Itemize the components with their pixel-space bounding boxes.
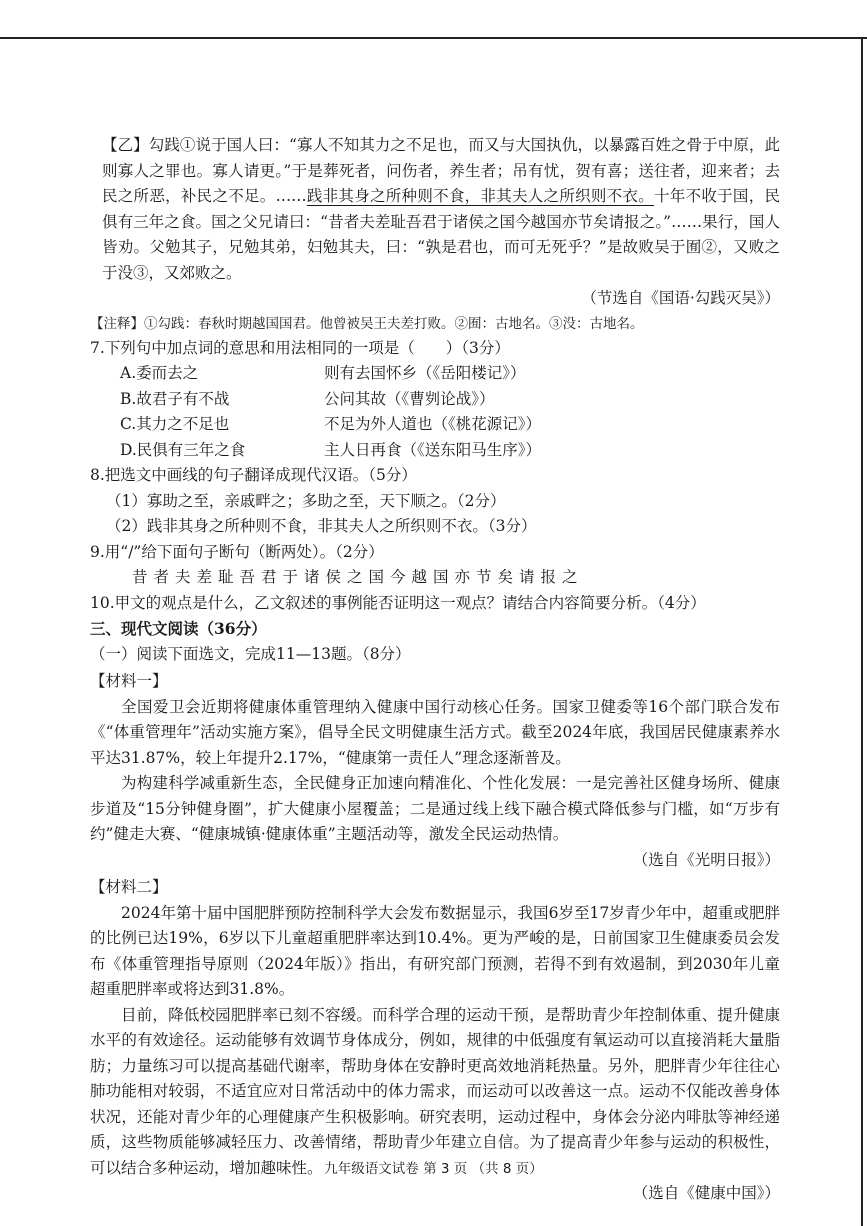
exam-page [90,133,780,1207]
q8-stem: 8.把选文中画线的句子翻译成现代汉语。（5分） [90,466,417,484]
page-border-top [0,37,867,39]
page-border-right [861,37,863,1226]
question-7 [90,336,780,464]
q7-option-a-right: 则有去国怀乡（《岳阳楼记》） [324,364,526,382]
material-1-para-1: 全国爱卫会近期将健康体重管理纳入健康中国行动核心任务。国家卫健委等16个部门联合发布《“体重管理年”活动实施方案》，倡导全民文明健康生活方式。截至2024年底，我国居民健康素养水平达31.87%，较上年提升2.17%，“健康第一责任人”理念逐渐普及。 [90,697,780,767]
section-3-subtitle: （一）阅读下面选文，完成11—13题。（8分） [90,644,411,663]
q9-stem: 9.用“/”给下面句子断句（断两处）。（2分） [90,542,384,561]
q7-option-a [120,361,780,387]
material-1 [90,669,780,873]
material-2-source: （选自《健康中国》） [632,1184,780,1202]
q7-options [90,361,780,463]
material-2-label: 【材料二】 [90,878,168,896]
passage-yi-para1: 【乙】勾践①说于国人曰：“寡人不知其力之不足也，而又与大国执仇，以暴露百姓之骨于中原，此则寡人之罪也。寡人请更。”于是葬死者，问伤者，养生者；吊有忧，贺有喜；送往者，迎来者；去民之所恶，补民之不足。…… [102,136,780,205]
q7-option-d-right: 主人日再食（《送东阳马生序》） [324,440,542,459]
q7-option-c-left: C.其力之不足也 [120,415,230,433]
question-9 [90,540,780,591]
passage-yi-underlined-sentence: 践非其身之所种则不食，非其夫人之所织则不衣。 [306,187,655,205]
question-8 [90,463,780,540]
material-1-para-2: 为构建科学减重新生态，全民健身正加速向精准化、个性化发展：一是完善社区健身场所、健康步道及“15分钟健身圈”，扩大健康小屋覆盖；二是通过线上线下融合模式降低参与门槛，如“万步有约”健走大赛、“健康城镇·健康体重”主题活动等，激发全民运动热情。 [90,774,780,843]
q7-option-b-right: 公问其故（《曹刿论战》） [324,389,495,408]
material-1-source: （选自《光明日报》） [632,850,780,869]
q7-option-b-left: B.故君子有不战 [120,389,230,408]
q8-sentence-2: （2）践非其身之所种则不食，非其夫人之所织则不衣。（3分） [106,517,537,535]
material-2-para-1: 2024年第十届中国肥胖预防控制科学大会发布数据显示，我国6岁至17岁青少年中，超重或肥胖的比例已达19%，6岁以下儿童超重肥胖率达到10.4%。更为严峻的是，日前国家卫生健康委员会发布《体重管理指导原则（2024年版）》指出，有研究部门预测，若得不到有效遏制，到2030年儿童超重肥胖率或将达到31.8%。 [90,903,780,998]
passage-yi [90,133,780,312]
q7-option-a-left: A.委而去之 [120,364,199,382]
page-footer: 九年级语文试卷 第 3 页 （共 8 页） [324,1161,543,1177]
q7-option-d-left: D.民俱有三年之食 [120,440,246,459]
q7-option-d [120,438,780,464]
material-2-para-2: 目前，降低校园肥胖率已刻不容缓。而科学合理的运动干预，是帮助青少年控制体重、提升健康水平的有效途径。运动能够有效调节身体成分，例如，规律的中低强度有氧运动可以直接消耗大量脂肪；力量练习可以提高基础代谢率，帮助身体在安静时更高效地消耗热量。另外，肥胖青少年往往心肺功能相对较弱，不适宜应对日常活动中的体力需求，而运动可以改善这一点。运动不仅能改善身体状况，还能对青少年的心理健康产生积极影响。研究表明，运动过程中，身体会分泌内啡肽等神经递质，这些物质能够减轻压力、改善情绪，帮助青少年建立自信。为了提高青少年参与运动的积极性，可以结合多种运动，增加趣味性。 [90,1005,780,1177]
annotation-notes: 【注释】①勾践：春秋时期越国国君。他曾被吴王夫差打败。②囿：古地名。③没：古地名。 [90,315,644,332]
passage-yi-text [90,133,780,286]
q9-sentence: 昔者夫差耻吾君于诸侯之国今越国亦节矣请报之 [132,568,584,586]
q7-option-c [120,412,780,438]
question-10: 10.甲文的观点是什么，乙文叙述的事例能否证明这一观点？请结合内容简要分析。（4分） [90,593,706,612]
q7-stem: 7.下列句中加点词的意思和用法相同的一项是（ ）（3分） [90,338,510,357]
q8-sentence-1: （1）寡助之至，亲戚畔之；多助之至，天下顺之。（2分） [106,491,506,510]
material-1-label: 【材料一】 [90,672,168,690]
passage-yi-para1-tail: 十年不收于国，民俱有三年之食。国之父兄请曰：“昔者夫差耻吾君于诸侯之国今越国亦节矣请报之。”……果行，国人皆劝。父勉其子，兄勉其弟，妇勉其夫，曰：“孰是君也，而可无死乎？”是故败吴于囿②，又败之于没③，又郊败之。 [102,187,780,282]
q7-option-c-right: 不足为外人道也（《桃花源记》） [324,415,542,433]
passage-yi-source: （节选自《国语·勾践灭吴》） [581,289,780,307]
section-3-title: 三、现代文阅读（36分） [90,619,267,638]
q7-option-b [120,387,780,413]
